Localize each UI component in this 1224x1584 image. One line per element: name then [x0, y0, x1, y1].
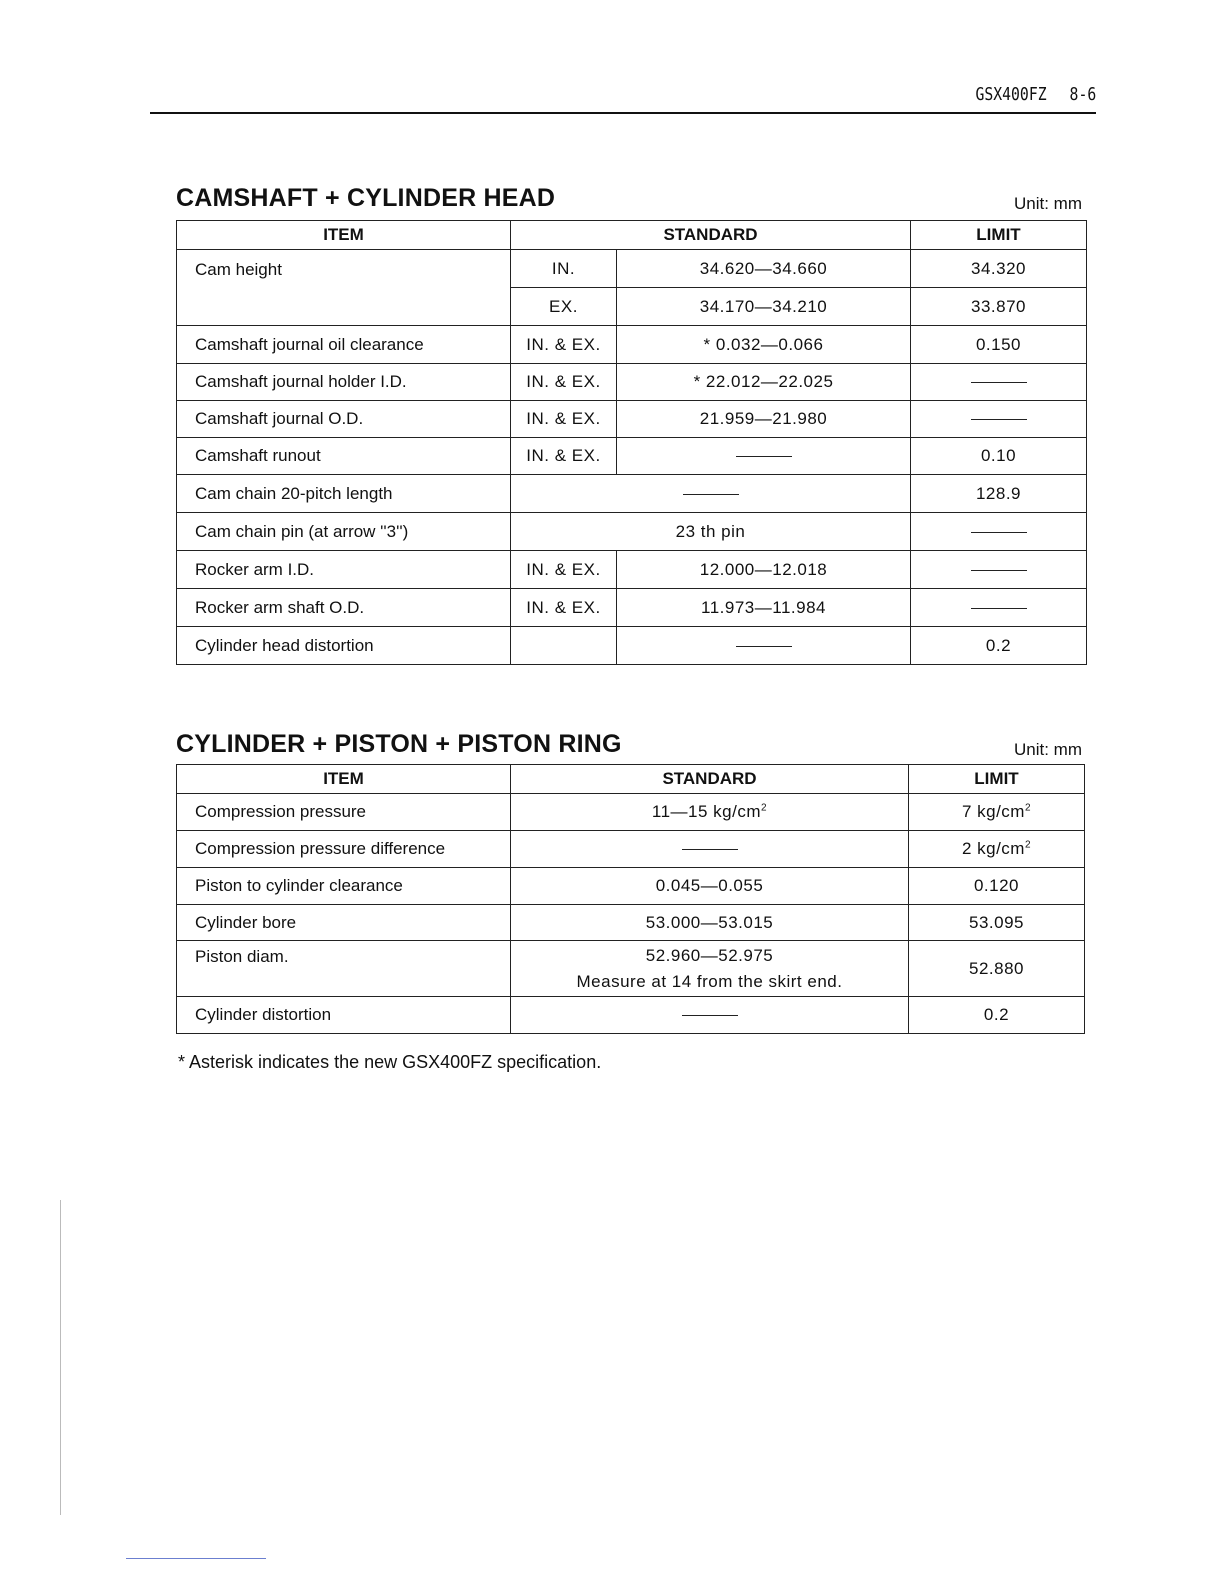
dash-mark	[971, 608, 1027, 609]
standard-cell: 12.000—12.018	[617, 551, 911, 589]
table-row	[177, 326, 1087, 364]
footnote: * Asterisk indicates the new GSX400FZ specification.	[178, 1052, 602, 1072]
limit-cell: 52.880	[909, 941, 1085, 997]
item-cell: Cam chain pin (at arrow ''3'')	[177, 513, 511, 551]
header-right	[975, 84, 1096, 105]
dash-mark	[971, 419, 1027, 420]
item-cell: Camshaft journal O.D.	[177, 401, 511, 438]
col-standard: STANDARD	[511, 221, 911, 250]
table-row	[177, 475, 1087, 513]
table-header-row	[177, 765, 1085, 794]
limit-cell: 0.2	[909, 997, 1085, 1034]
limit-cell	[909, 794, 1085, 831]
table-row	[177, 868, 1085, 905]
item-cell: Cam chain 20-pitch length	[177, 475, 511, 513]
standard-value: 11—15 kg/cm	[651, 802, 762, 821]
table-row	[177, 831, 1085, 868]
dash-mark	[736, 646, 792, 647]
page-header	[150, 84, 1096, 114]
table-row	[177, 401, 1087, 438]
standard-cell: 53.000—53.015	[511, 905, 909, 941]
sub-cell: IN.	[511, 250, 617, 288]
item-cell: Camshaft journal oil clearance	[177, 326, 511, 364]
limit-cell	[909, 831, 1085, 868]
col-standard: STANDARD	[511, 765, 909, 794]
scan-edge-line	[60, 1200, 61, 1515]
sub-cell	[511, 627, 617, 665]
table-row	[177, 941, 1085, 997]
sub-cell: IN. & EX.	[511, 326, 617, 364]
standard-value: 52.960—52.975	[645, 945, 774, 965]
limit-cell	[911, 513, 1087, 551]
table-header-row	[177, 221, 1087, 250]
item-cell: Cylinder distortion	[177, 997, 511, 1034]
sub-cell: IN. & EX.	[511, 401, 617, 438]
standard-cell	[617, 627, 911, 665]
sub-cell: IN. & EX.	[511, 438, 617, 475]
superscript: 2	[1024, 802, 1032, 814]
standard-note: Measure at 14 from the skirt end.	[576, 971, 843, 991]
item-cell: Piston diam.	[177, 941, 511, 997]
limit-cell: 34.320	[911, 250, 1087, 288]
dash-mark	[971, 532, 1027, 533]
standard-cell	[511, 997, 909, 1034]
limit-cell: 0.2	[911, 627, 1087, 665]
item-cell: Cam height	[177, 250, 511, 326]
sub-cell: IN. & EX.	[511, 364, 617, 401]
table-row	[177, 438, 1087, 475]
header-page-number: 8-6	[1069, 84, 1096, 105]
standard-cell	[511, 941, 909, 997]
standard-cell: 34.620—34.660	[617, 250, 911, 288]
dash-mark	[736, 456, 792, 457]
camshaft-section-title: CAMSHAFT + CYLINDER HEAD	[176, 184, 556, 212]
item-cell: Camshaft journal holder I.D.	[177, 364, 511, 401]
limit-value: 2 kg/cm	[961, 839, 1025, 858]
limit-cell: 128.9	[911, 475, 1087, 513]
item-cell: Cylinder head distortion	[177, 627, 511, 665]
limit-cell	[911, 364, 1087, 401]
table-row	[177, 364, 1087, 401]
camshaft-table	[176, 220, 1087, 665]
header-model: GSX400FZ	[975, 84, 1047, 105]
cylinder-unit: Unit: mm	[1014, 740, 1082, 759]
scan-bottom-line	[126, 1558, 266, 1559]
dash-mark	[683, 494, 739, 495]
cylinder-section-title: CYLINDER + PISTON + PISTON RING	[176, 730, 622, 758]
dash-mark	[682, 849, 738, 850]
item-cell: Camshaft runout	[177, 438, 511, 475]
col-limit: LIMIT	[911, 221, 1087, 250]
table-row	[177, 513, 1087, 551]
table-row	[177, 250, 1087, 288]
camshaft-unit: Unit: mm	[1014, 194, 1082, 213]
table-row	[177, 997, 1085, 1034]
limit-cell: 33.870	[911, 288, 1087, 326]
limit-cell: 53.095	[909, 905, 1085, 941]
dash-mark	[971, 382, 1027, 383]
limit-cell	[911, 551, 1087, 589]
standard-cell	[617, 438, 911, 475]
col-item: ITEM	[177, 221, 511, 250]
limit-cell: 0.10	[911, 438, 1087, 475]
standard-cell	[511, 475, 911, 513]
standard-cell: 34.170—34.210	[617, 288, 911, 326]
item-cell: Compression pressure	[177, 794, 511, 831]
table-row	[177, 551, 1087, 589]
dash-mark	[682, 1015, 738, 1016]
col-item: ITEM	[177, 765, 511, 794]
table-row	[177, 589, 1087, 627]
item-cell: Rocker arm shaft O.D.	[177, 589, 511, 627]
item-cell: Piston to cylinder clearance	[177, 868, 511, 905]
standard-cell: 21.959—21.980	[617, 401, 911, 438]
sub-cell: IN. & EX.	[511, 589, 617, 627]
standard-cell	[511, 831, 909, 868]
standard-cell: * 22.012—22.025	[617, 364, 911, 401]
standard-cell	[511, 794, 909, 831]
sub-cell: EX.	[511, 288, 617, 326]
limit-cell: 0.120	[909, 868, 1085, 905]
limit-cell	[911, 401, 1087, 438]
dash-mark	[971, 570, 1027, 571]
standard-cell: * 0.032—0.066	[617, 326, 911, 364]
standard-cell: 0.045—0.055	[511, 868, 909, 905]
standard-cell: 11.973—11.984	[617, 589, 911, 627]
item-cell: Cylinder bore	[177, 905, 511, 941]
standard-cell: 23 th pin	[511, 513, 911, 551]
table-row	[177, 627, 1087, 665]
cylinder-table	[176, 764, 1085, 1034]
table-row	[177, 794, 1085, 831]
table-row	[177, 905, 1085, 941]
superscript: 2	[761, 802, 768, 814]
col-limit: LIMIT	[909, 765, 1085, 794]
limit-cell	[911, 589, 1087, 627]
superscript: 2	[1024, 839, 1032, 851]
item-cell: Compression pressure difference	[177, 831, 511, 868]
item-cell: Rocker arm I.D.	[177, 551, 511, 589]
limit-cell: 0.150	[911, 326, 1087, 364]
sub-cell: IN. & EX.	[511, 551, 617, 589]
limit-value: 7 kg/cm	[961, 802, 1025, 821]
